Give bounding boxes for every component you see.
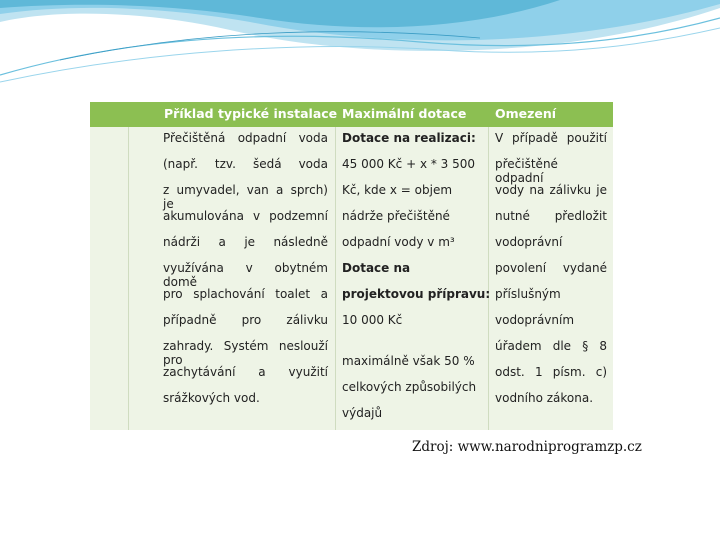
example-line: akumulována v podzemní [163,209,328,223]
restriction-line: úřadem dle § 8 [495,339,607,353]
example-line: zahrady. Systém neslouží pro [163,339,328,367]
example-line: srážkových vod. [163,391,260,405]
example-line: zachytávání a využití [163,365,328,379]
header-max-subsidy: Maximální dotace [342,106,467,121]
header-example: Příklad typické instalace [164,106,338,121]
decorative-swoosh [0,0,720,90]
table-header-row [90,102,613,127]
restriction-line: přečištěné odpadní [495,157,558,185]
example-line: (např. tzv. šedá voda [163,157,328,171]
row-label-cell [90,127,129,430]
example-line: nádrži a je následně [163,235,328,249]
restriction-line: vodoprávním [495,313,575,327]
subsidy-line: celkových způsobilých [342,380,477,394]
example-line: z umyvadel, van a sprch) je [163,183,328,211]
subsidy-line: nádrže přečištěné [342,209,450,223]
cell-restrictions [489,127,613,430]
subsidy-line: 10 000 Kč [342,313,403,327]
restriction-line: vodního zákona. [495,391,594,405]
subsidy-line: výdajů [342,406,383,420]
subsidy-table [90,102,613,430]
subsidy-heading: Dotace na realizaci: [342,131,476,145]
example-line: využívána v obytném domě [163,261,328,289]
restriction-line: příslušným [495,287,561,301]
source-caption: Zdroj: www.narodniprogramzp.cz [412,439,642,455]
subsidy-line: Kč, kde x = objem [342,183,453,197]
restriction-line: povolení vydané [495,261,607,275]
subsidy-line: maximálně však 50 % [342,354,475,368]
restriction-line: vodoprávní [495,235,563,249]
example-line: pro splachování toalet a [163,287,328,301]
restriction-line: nutné předložit [495,209,607,223]
example-line: Přečištěná odpadní voda [163,131,328,145]
subsidy-line: 45 000 Kč + x * 3 500 [342,157,476,171]
cell-example [129,127,336,430]
restriction-line: vody na zálivku je [495,183,607,197]
cell-max-subsidy [336,127,489,430]
header-restrictions: Omezení [495,106,557,121]
restriction-line: odst. 1 písm. c) [495,365,607,379]
row-label-svg [90,127,128,430]
subsidy-line: odpadní vody v m³ [342,235,455,249]
subsidy-heading: projektovou přípravu: [342,287,491,301]
restriction-line: V případě použití [495,131,607,145]
example-line: případně pro zálivku [163,313,328,327]
subsidy-heading: Dotace na [342,261,411,275]
